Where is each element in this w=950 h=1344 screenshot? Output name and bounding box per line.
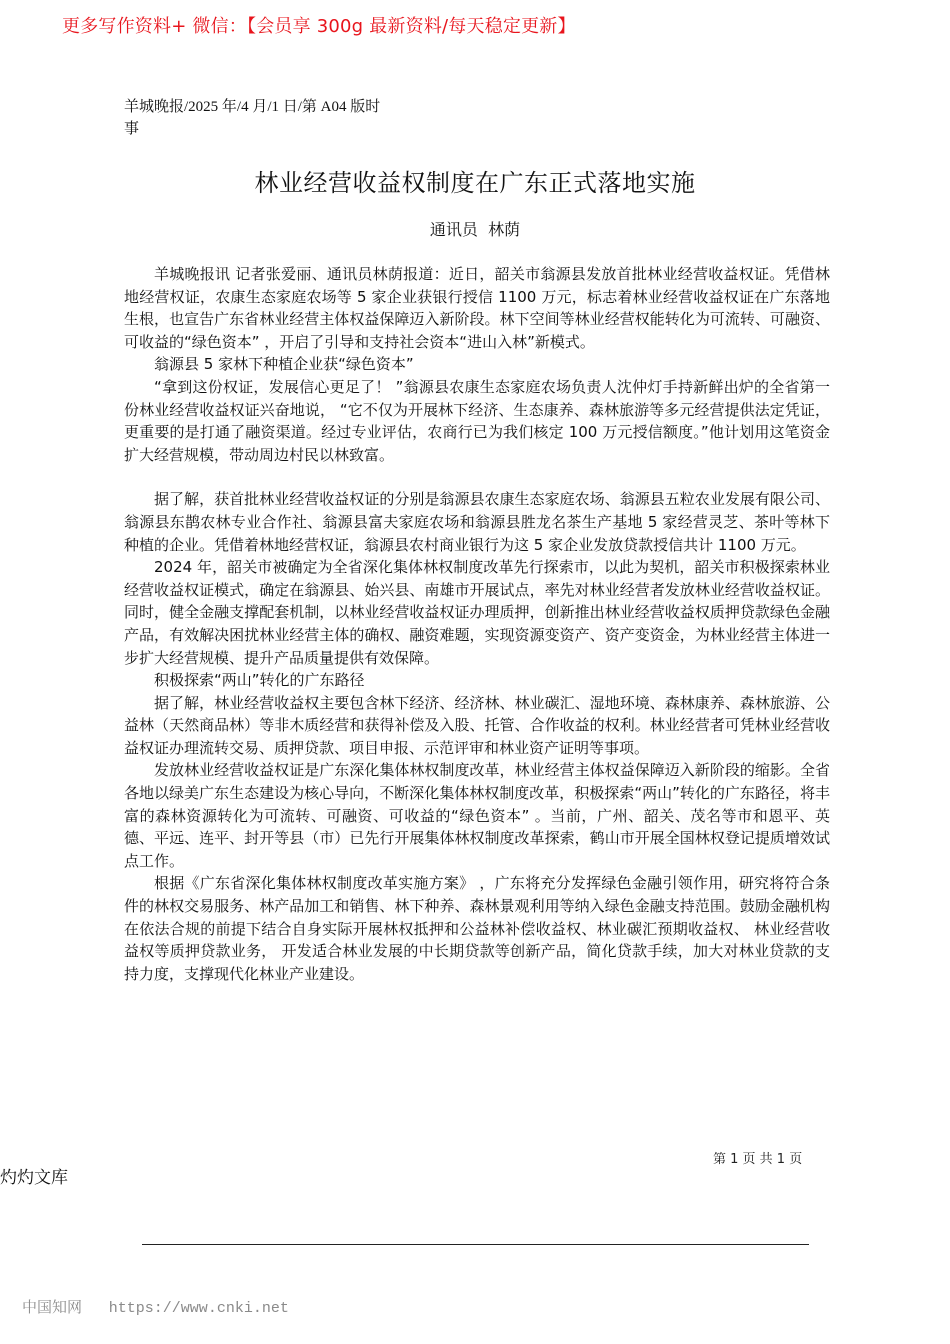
source-line: 羊城晚报/2025 年/4 月/1 日/第 A04 版时事: [124, 99, 381, 137]
footer-source: [22, 1296, 289, 1317]
footer-divider: [142, 1244, 809, 1245]
paragraph-finance-plan: 根据《广东省深化集体林权制度改革实施方案》 ，广东将充分发挥绿色金融引领作用，研究将符合条件的林权交易服务、林产品加工和销售、林下种养、森林景观利用等纳入绿色金融支持范围。鼓励金融机构在依法合规的前提下结合自身实际开展林权抵押和公益林补偿收益权、林业碳汇预期收益权、 林业经营收益权等质押贷款业务， 开发适合林业发展的中长期贷款等创新产品，简化贷款手续，加大对林业贷款的支持力度，支撑现代化林业产业建设。: [124, 874, 830, 983]
article-body: [124, 263, 830, 985]
promo-banner: 更多写作资料+ 微信：【会员享 300g 最新资料/每天稳定更新】: [62, 16, 576, 37]
paragraph-reform: 发放林业经营收益权证是广东深化集体林权制度改革，林业经营主体权益保障迈入新阶段的缩影。全省各地以绿美广东生态建设为核心导向，不断深化集体林权制度改革，积极探索“两山”转化的广东路径，将丰富的森林资源转化为可流转、可融资、可收益的“绿色资本” 。当前，广州、韶关、茂名等市和恩平、英德、平远、连平、封开等县（市）已先行开展集体林权制度改革探索，鹤山市开展全国林权登记提质增效试点工作。: [124, 761, 830, 870]
page-number: 第 1 页 共 1 页: [713, 1152, 803, 1167]
paragraph-quote: “拿到这份权证，发展信心更足了！ ”翁源县农康生态家庭农场负责人沈仲灯手持新鲜出炉的全省第一份林业经营收益权证兴奋地说， “它不仅为开展林下经济、生态康养、森林旅游等多元经营提供法定凭证，更重要的是打通了融资渠道。经过专业评估，农商行已为我们核定 100 万元授信额度。”他计划用这笔资金扩大经营规模，带动周边村民以林致富。: [124, 377, 830, 464]
paragraph-rights-scope: 据了解，林业经营收益权主要包含林下经济、经济林、林业碳汇、湿地环境、森林康养、森林旅游、公益林（天然商品林）等非木质经营和获得补偿及入股、托管、合作收益的权利。林业经营者可凭林业经营收益权证办理流转交易、质押贷款、项目申报、示范评审和林业资产证明等事项。: [124, 693, 830, 757]
paragraph-lead: 羊城晚报讯 记者张爱丽、通讯员林荫报道：近日，韶关市翁源县发放首批林业经营收益权证。凭借林地经营权证，农康生态家庭农场等 5 家企业获银行授信 1100 万元，标志着林业经营收益权证在广东落地生根，也宣告广东省林业经营主体权益保障迈入新阶段。林下空间等林业经营权能转化为可流转、可融资、可收益的“绿色资本” ，开启了引导和支持社会资本“进山入林”新模式。: [124, 265, 830, 351]
subheading-two-mountains: 积极探索“两山”转化的广东路径: [154, 671, 365, 690]
footer-site-url[interactable]: https://www.cnki.net: [108, 1300, 289, 1317]
article-byline: 通讯员 林荫: [429, 220, 521, 239]
article-title: 林业经营收益权制度在广东正式落地实施: [254, 169, 696, 197]
watermark-label: 灼灼文库: [0, 1168, 68, 1188]
footer-site-name: 中国知网: [22, 1298, 83, 1316]
subheading-green-capital: 翁源县 5 家林下种植企业获“绿色资本”: [154, 355, 414, 374]
paragraph-pilot: 2024 年，韶关市被确定为全省深化集体林权制度改革先行探索市，以此为契机，韶关市积极探索林业经营收益权证模式，确定在翁源县、始兴县、南雄市开展试点，率先对林业经营者发放林业经营收益权证。同时，健全金融支撑配套机制，以林业经营收益权证办理质押，创新推出林业经营收益权质押贷款绿色金融产品，有效解决困扰林业经营主体的确权、融资难题，实现资源变资产、资产变资金，为林业经营主体进一步扩大经营规模、提升产品质量提供有效保障。: [124, 558, 830, 667]
paragraph-companies: 据了解，获首批林业经营收益权证的分别是翁源县农康生态家庭农场、翁源县五粒农业发展有限公司、翁源县东鹊农林专业合作社、翁源县富夫家庭农场和翁源县胜龙名茶生产基地 5 家经营灵芝、茶叶等林下种植的企业。凭借着林地经营权证，翁源县农村商业银行为这 5 家企业发放贷款授信共计 1100 万元。: [124, 490, 830, 554]
